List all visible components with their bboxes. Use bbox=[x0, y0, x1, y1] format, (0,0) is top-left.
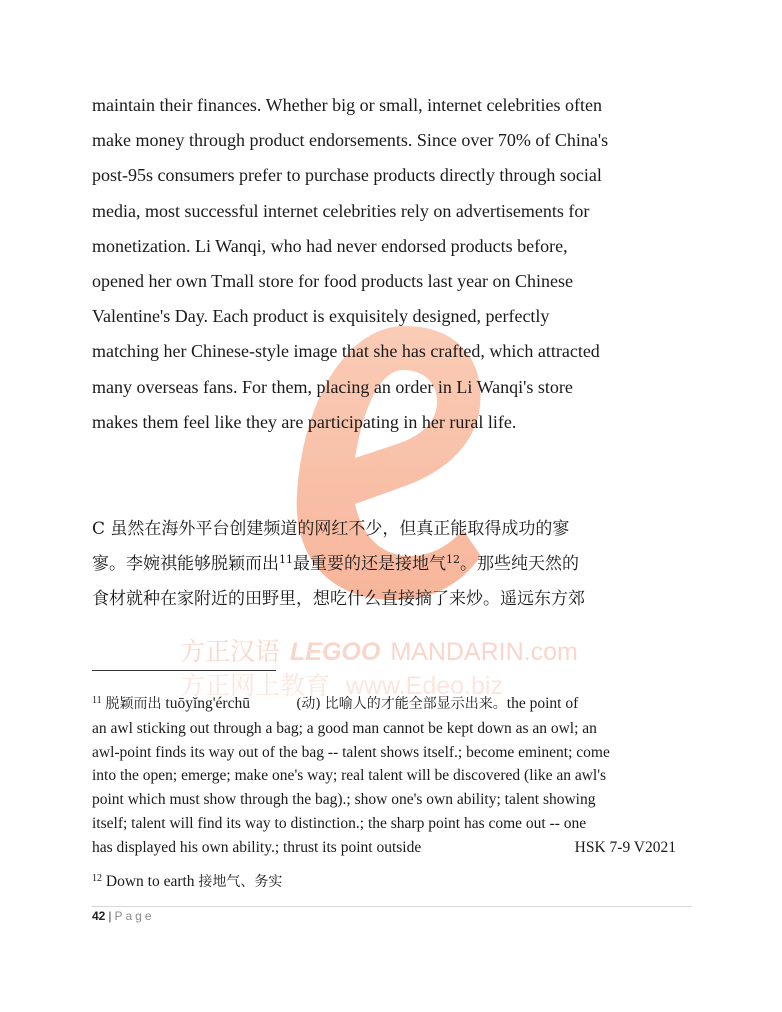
chinese-line bbox=[92, 547, 712, 582]
chinese-paragraph bbox=[92, 512, 712, 617]
footnote-term: 脱颖而出 bbox=[105, 696, 162, 712]
footnote-en-line: itself; talent will find its way to distinction.; the sharp point has come out -- one bbox=[92, 814, 587, 832]
footnote-12-cn: 接地气、务实 bbox=[198, 874, 283, 890]
page-footer bbox=[92, 909, 155, 923]
hsk-level: HSK 7-9 V2021 bbox=[574, 838, 676, 856]
body-line: media, most successful internet celebrities rely on advertisements for bbox=[92, 200, 590, 221]
footnote-pos: (动) bbox=[295, 696, 321, 712]
body-paragraph bbox=[92, 88, 712, 440]
footnote-first-line bbox=[92, 692, 702, 717]
footnote-12 bbox=[92, 870, 282, 894]
watermark-cn: 方正汉语 bbox=[180, 637, 281, 666]
footer-rule bbox=[92, 906, 692, 907]
footnote-12-text: Down to earth bbox=[105, 873, 195, 890]
body-line: monetization. Li Wanqi, who had never endorsed products before, bbox=[92, 235, 568, 256]
watermark-cn-2: 方正网上教育 bbox=[180, 671, 331, 700]
footnote-marker: 11 bbox=[92, 695, 102, 706]
body-line: post-95s consumers prefer to purchase products directly through social bbox=[92, 165, 602, 186]
page-label: Page bbox=[114, 909, 155, 923]
footnote-en-line: awl-point finds its way out of the bag -- talent shows itself.; become eminent; come bbox=[92, 743, 610, 761]
footnote-pinyin: tuōyǐng'érchū bbox=[165, 695, 250, 712]
footnote-marker: 12 bbox=[92, 873, 102, 884]
body-line: matching her Chinese-style image that she has crafted, which attracted bbox=[92, 341, 600, 362]
chinese-line: C 虽然在海外平台创建频道的网红不少，但真正能取得成功的寥 bbox=[92, 519, 570, 539]
chinese-text: 最重要的还是接地气 bbox=[293, 554, 446, 574]
watermark-url-2: www.Edeo.biz bbox=[345, 672, 503, 700]
footnote-last-line bbox=[92, 836, 702, 860]
watermark-brand: LEGOO bbox=[290, 638, 381, 666]
footnote-separator bbox=[92, 670, 276, 671]
body-line: opened her own Tmall store for food products last year on Chinese bbox=[92, 271, 574, 292]
footnote-cn-definition: 比喻人的才能全部显示出来。 bbox=[324, 696, 507, 712]
watermark-line-1 bbox=[180, 632, 578, 668]
body-line: maintain their finances. Whether big or small, internet celebrities often bbox=[92, 95, 602, 115]
footnote-en-line: point which must show through the bag).; show one's own ability; talent showing bbox=[92, 791, 596, 809]
footnote-en-line: an awl sticking out through a bag; a good man cannot be kept down as an owl; an bbox=[92, 719, 597, 737]
watermark-url: MANDARIN.com bbox=[390, 638, 578, 666]
body-line: many overseas fans. For them, placing an order in Li Wanqi's store bbox=[92, 376, 573, 397]
footnote-en-line: has displayed his own ability.; thrust its point outside bbox=[92, 838, 422, 856]
footnote-en-line: into the open; emerge; make one's way; real talent will be discovered (like an awl's bbox=[92, 767, 607, 785]
chinese-text: 寥。李婉祺能够脱颖而出 bbox=[92, 554, 279, 574]
footnote-11 bbox=[92, 692, 702, 860]
footer-separator: | bbox=[108, 909, 112, 923]
body-line: Valentine's Day. Each product is exquisitely designed, perfectly bbox=[92, 306, 550, 327]
chinese-line: 食材就种在家附近的田野里，想吃什么直接摘了来炒。遥远东方郊 bbox=[92, 589, 585, 609]
footnote-ref-11[interactable]: 11 bbox=[279, 553, 293, 566]
footnote-en-line: the point of bbox=[506, 695, 579, 712]
footnote-ref-12[interactable]: 12 bbox=[446, 553, 460, 566]
body-line: makes them feel like they are participating in her rural life. bbox=[92, 411, 517, 432]
chinese-text: 。那些纯天然的 bbox=[460, 554, 579, 574]
page-number: 42 bbox=[92, 909, 106, 923]
body-line: make money through product endorsements. Since over 70% of China's bbox=[92, 130, 609, 151]
